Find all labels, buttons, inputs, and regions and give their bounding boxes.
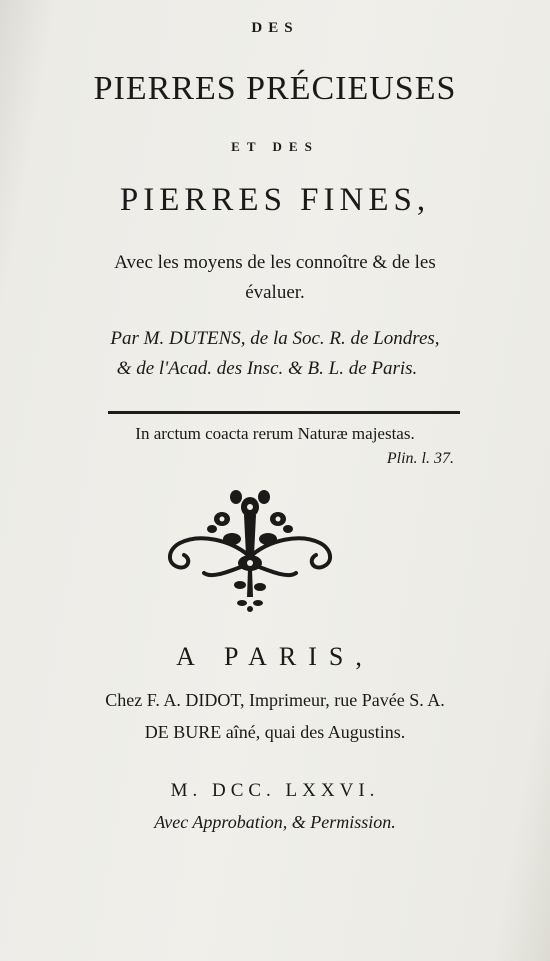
title-pierres-precieuses: PIERRES PRÉCIEUSES [93, 70, 457, 107]
horizontal-rule [108, 411, 460, 414]
subtitle-line-2: évaluer. [245, 282, 305, 303]
author-line-1: Par M. DUTENS, de la Soc. R. de Londres, [110, 328, 440, 349]
epigraph-source: Plin. l. 37. [386, 450, 454, 467]
imprint-city: A PARIS, [176, 642, 374, 671]
imprint-printer-line-2: DE BURE aîné, quai des Augustins. [144, 722, 406, 742]
imprint-printer-line-1: Chez F. A. DIDOT, Imprimeur, rue Pavée S. A. [105, 690, 445, 710]
title-des: DES [251, 20, 299, 36]
author-line-2: & de l'Acad. des Insc. & B. L. de Paris. [116, 358, 418, 379]
title-et-des: ET DES [231, 139, 319, 154]
subtitle-line-1: Avec les moyens de les connoître & de les [114, 252, 436, 273]
imprint-approval: Avec Approbation, & Permission. [154, 812, 396, 832]
title-pierres-fines: PIERRES FINES, [119, 182, 431, 218]
imprint-year: M. DCC. LXXVI. [170, 780, 380, 801]
epigraph-quote: In arctum coacta rerum Naturæ majestas. [135, 424, 415, 443]
floral-vignette-icon [160, 485, 340, 613]
